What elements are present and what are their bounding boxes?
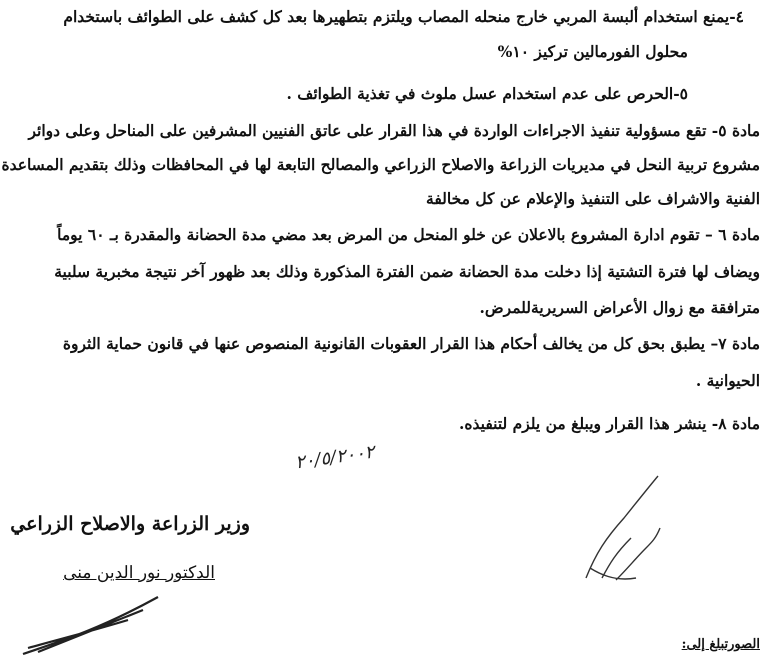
article-7-line-2: الحيوانية . (695, 371, 760, 390)
article-5-line-1: مادة ٥- تقع مسؤولية تنفيذ الاجراءات الواردة في هذا القرار على عاتق الفنيين المشرفين على المناحل وعلى دوائر (28, 121, 760, 140)
minister-signature-icon (18, 592, 168, 662)
article-6-line-1: مادة ٦ – تقوم ادارة المشروع بالاعلان عن خلو المنحل من المرض بعد مضي مدة الحضانة والمقدرة بـ ٦٠ يوماً (57, 225, 760, 244)
article-6-line-3: مترافقة مع زوال الأعراض السريريةللمرض. (479, 298, 760, 317)
item-4-line-2: محلول الفورمالين تركيز ١٠% (497, 42, 688, 61)
handwritten-date: ٢٠/٥/٢٠٠٢ (294, 441, 377, 474)
article-5-line-3: الفنية والاشراف على التنفيذ والإعلام عن كل مخالفة (426, 189, 760, 208)
item-5-line: ٥-الحرص على عدم استخدام عسل ملوث في تغذية الطوائف . (286, 84, 688, 103)
item-4-line-1: ٤-يمنع استخدام ألبسة المربي خارج منحله المصاب ويلتزم بتطهيرها بعد كل كشف على الطوائف باستخدام (63, 7, 744, 26)
article-6-line-2: ويضاف لها فترة التشتية إذا دخلت مدة الحضانة ضمن الفترة المذكورة وذلك بعد ظهور آخر نتيجة مخبرية سلبية (54, 262, 760, 281)
signature-mark-icon (576, 468, 666, 588)
minister-title: وزير الزراعة والاصلاح الزراعي (10, 513, 250, 535)
article-8-line: مادة ٨- ينشر هذا القرار ويبلغ من يلزم لتنفيذه. (459, 414, 760, 433)
article-5-line-2: مشروع تربية النحل في مديريات الزراعة والاصلاح الزراعي والمصالح التابعة لها في المحافظات وذلك بتقديم المساعدة (1, 155, 760, 174)
article-7-line-1: مادة ٧– يطبق بحق كل من يخالف أحكام هذا القرار العقوبات القانونية المنصوص عنها في قانون حماية الثروة (62, 334, 760, 353)
minister-name: الدكتور نور الدين منى (63, 563, 215, 583)
cc-heading: الصورتبلغ إلى: (681, 637, 760, 652)
